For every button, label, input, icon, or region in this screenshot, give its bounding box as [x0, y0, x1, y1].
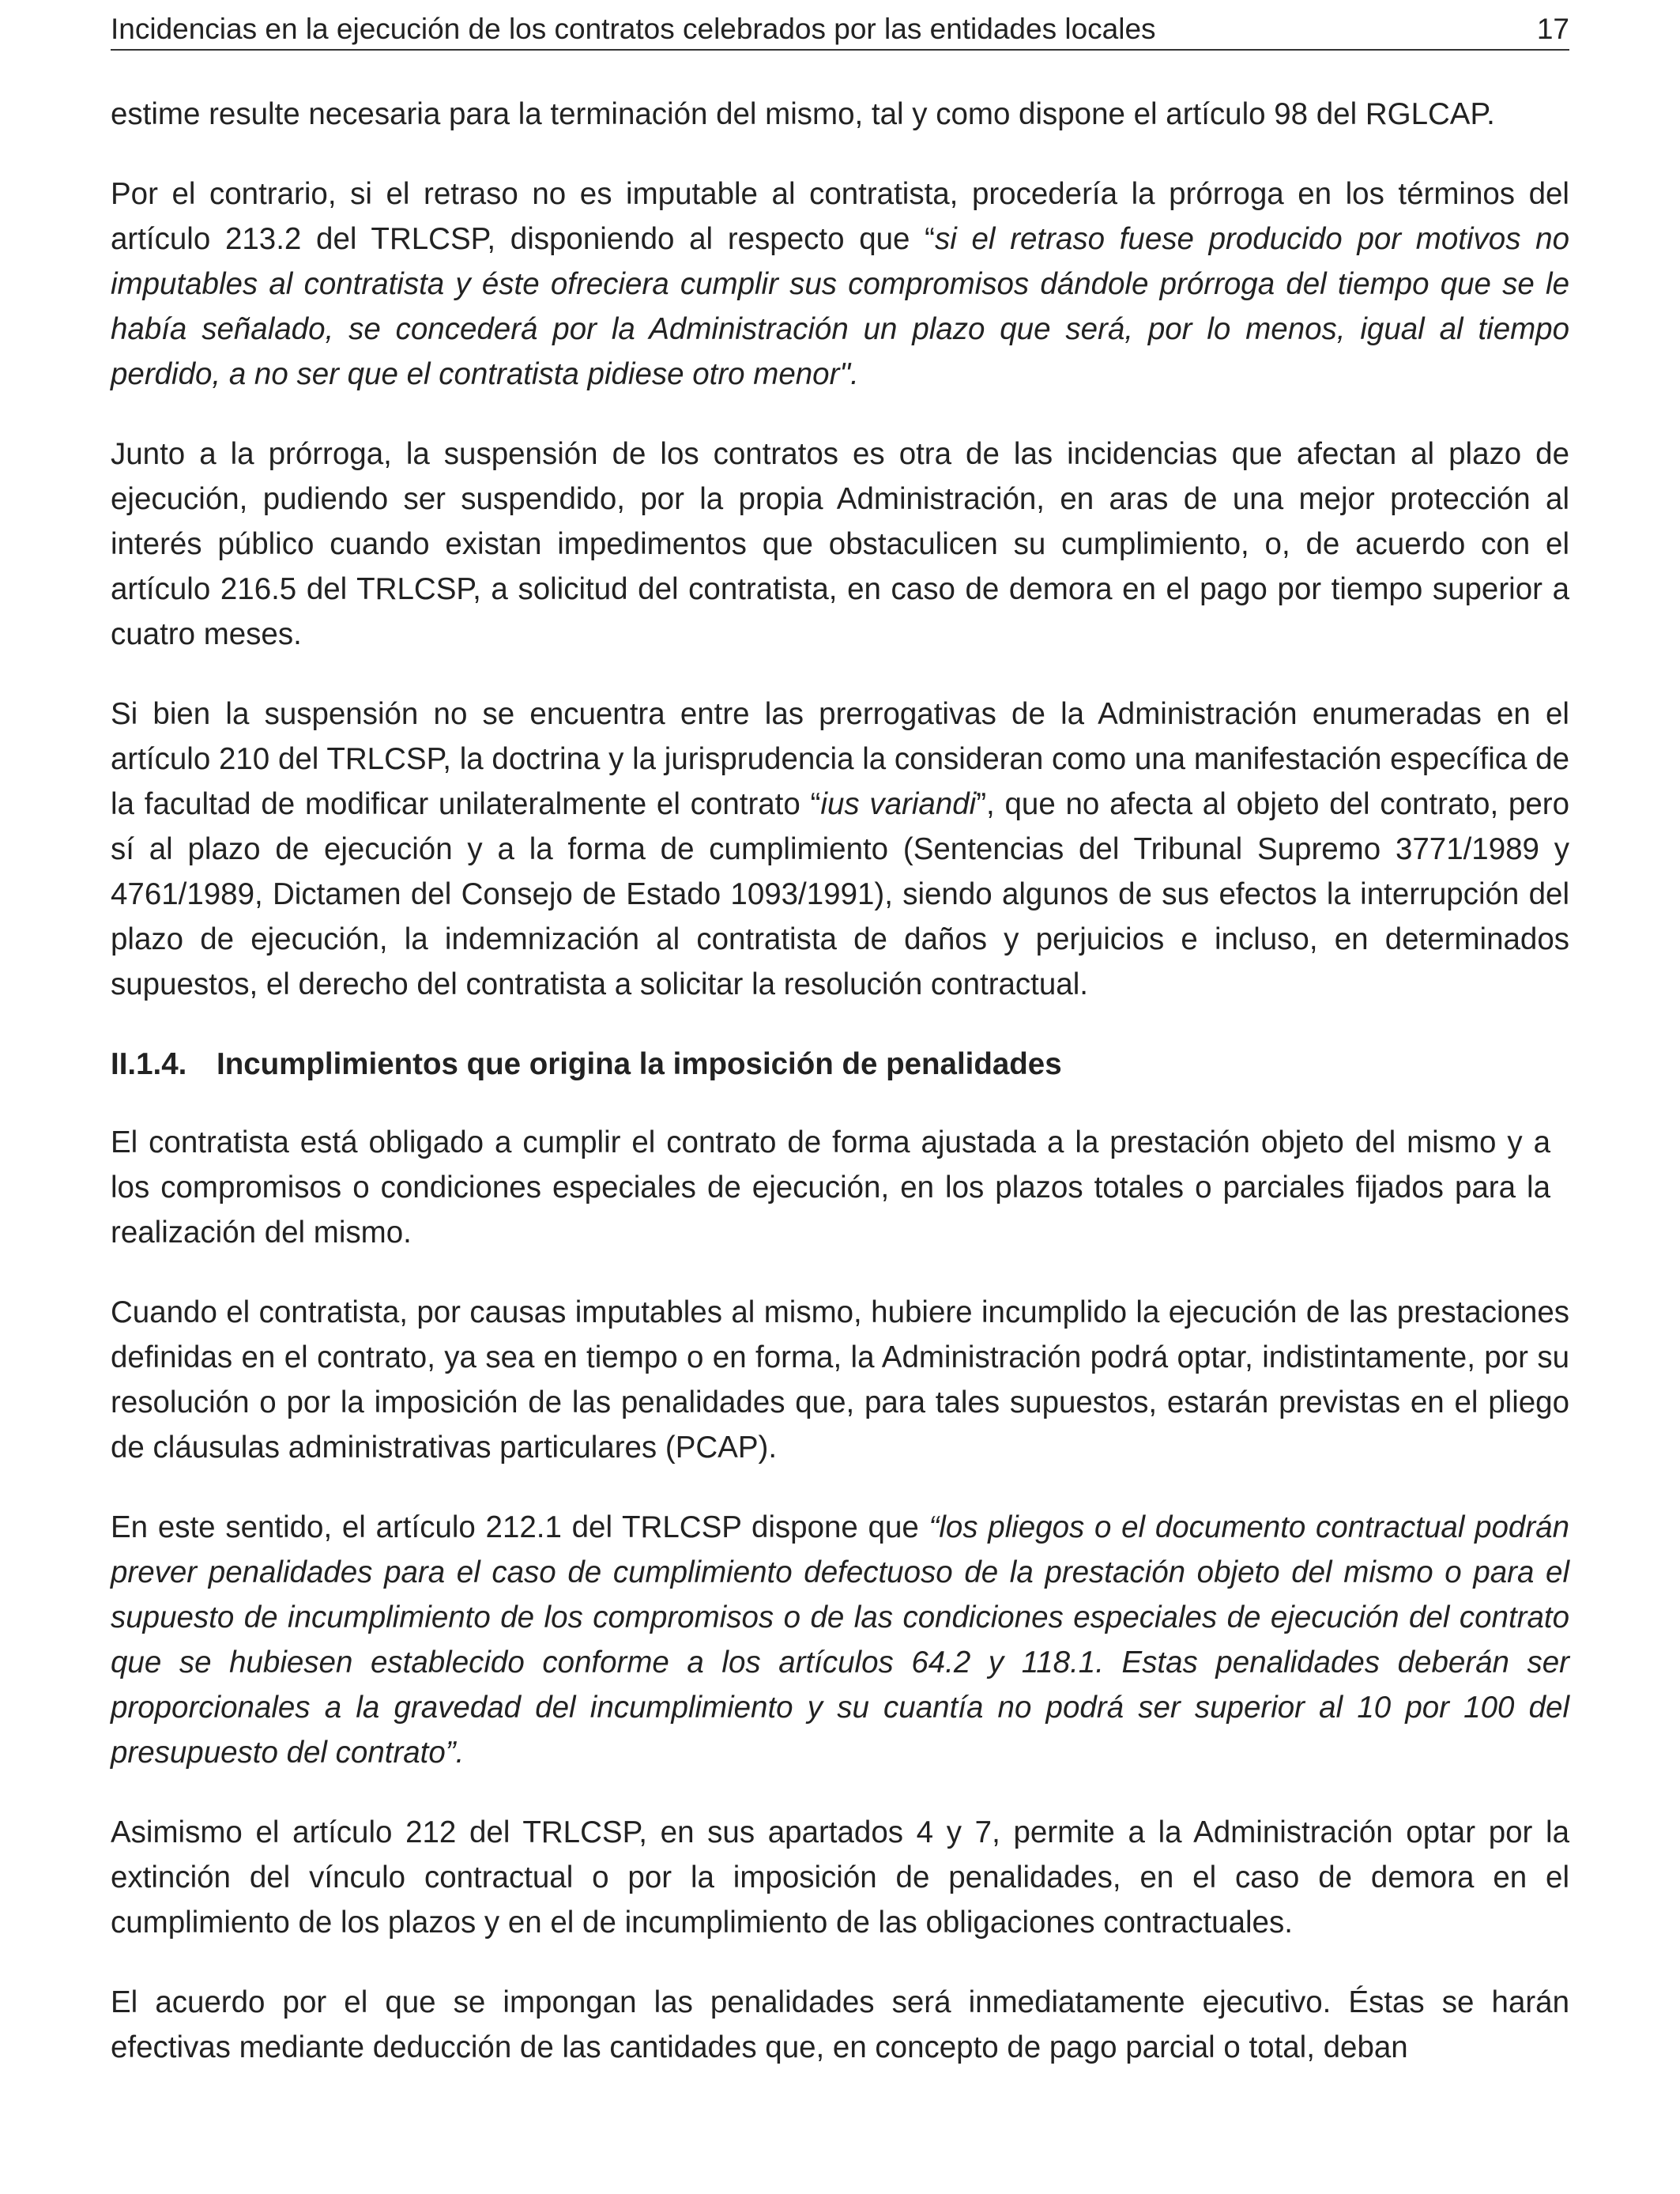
paragraph-1: estime resulte necesaria para la terminación del mismo, tal y como dispone el artículo 98 del RGLCAP. — [111, 97, 1495, 131]
paragraph-2-text: Por el contrario, si el retraso no es imputable al contratista, procedería la prórroga en los términos del artículo 213.2 del TRLCSP, disponiendo al respecto que “ — [111, 177, 1569, 256]
paragraph-7-quote: “los pliegos o el documento contractual podrán prever penalidades para el caso de cumplimiento defectuoso de la prestación objeto del mismo o para el supuesto de incumplimiento de los compromisos o de las condiciones especiales de ejecución del contrato que se hubiesen establecido conforme a los artículos 64.2 y 118.1. Estas penalidades deberán ser proporcionales a la gravedad del incumplimiento y su cuantía no podrá ser superior al 10 por 100 del presupuesto del contrato”. — [111, 1510, 1569, 1770]
paragraph-6: Cuando el contratista, por causas imputables al mismo, hubiere incumplido la ejecución de las prestaciones definidas en el contrato, ya sea en tiempo o en forma, la Administración podrá optar, indistintamente, por su resolución o por la imposición de las penalidades que, para tales supuestos, estarán previstas en el pliego de cláusulas administrativas particulares (PCAP). — [111, 1295, 1569, 1465]
paragraph-2 — [111, 172, 1569, 397]
paragraph-2-quote: si el retraso fuese producido por motivos no imputables al contratista y éste ofreciera cumplir sus compromisos dándole prórroga del tiempo que se le había señalado, se concederá por la Administración un plazo que será, por lo menos, igual al tiempo perdido, a no ser que el contratista pidiese otro menor". — [111, 222, 1569, 391]
paragraph-4-text-a: Si bien la suspensión no se encuentra entre las prerrogativas de la Administración enumeradas en el artículo 210 del TRLCSP, la doctrina y la jurisprudencia la consideran como una manifestación específica de la facultad de modificar unilateralmente el contrato “ — [111, 697, 1569, 821]
section-heading — [111, 1042, 1569, 1087]
section-title: Incumplimientos que origina la imposición de penalidades — [217, 1047, 1062, 1081]
paragraph-7 — [111, 1505, 1569, 1775]
paragraph-4 — [111, 692, 1569, 1007]
page-number: 17 — [1536, 13, 1569, 45]
paragraph-9: El acuerdo por el que se impongan las penalidades será inmediatamente ejecutivo. Éstas se harán efectivas mediante deducción de las cantidades que, en concepto de pago parcial o total, deban — [111, 1985, 1569, 2064]
paragraph-3: Junto a la prórroga, la suspensión de los contratos es otra de las incidencias que afectan al plazo de ejecución, pudiendo ser suspendido, por la propia Administración, en aras de una mejor protección al interés público cuando existan impedimentos que obstaculicen su cumplimiento, o, de acuerdo con el artículo 216.5 del TRLCSP, a solicitud del contratista, en caso de demora en el pago por tiempo superior a cuatro meses. — [111, 437, 1569, 651]
paragraph-4-text-b: ”, que no afecta al objeto del contrato, pero sí al plazo de ejecución y a la forma de cumplimiento (Sentencias del Tribunal Supremo 3771/1989 y 4761/1989, Dictamen del Consejo de Estado 1093/1991), siendo algunos de sus efectos la interrupción del plazo de ejecución, la indemnización al contratista de daños y perjuicios e incluso, en determinados supuestos, el derecho del contratista a solicitar la resolución contractual. — [111, 787, 1569, 1001]
document-body — [111, 92, 1569, 2105]
paragraph-4-latin-term: ius variandi — [820, 787, 977, 821]
header-title: Incidencias en la ejecución de los contratos celebrados por las entidades locales — [111, 13, 1156, 45]
running-header — [111, 9, 1569, 51]
paragraph-5: El contratista está obligado a cumplir el contrato de forma ajustada a la prestación objeto del mismo y a los compromisos o condiciones especiales de ejecución, en los plazos totales o parciales fijados para la realización del mismo. — [111, 1125, 1550, 1250]
paragraph-7-text: En este sentido, el artículo 212.1 del TRLCSP dispone que — [111, 1510, 929, 1544]
paragraph-8: Asimismo el artículo 212 del TRLCSP, en sus apartados 4 y 7, permite a la Administración optar por la extinción del vínculo contractual o por la imposición de penalidades, en el caso de demora en el cumplimiento de los plazos y en el de incumplimiento de las obligaciones contractuales. — [111, 1815, 1569, 1940]
section-number: II.1.4. — [111, 1047, 187, 1081]
